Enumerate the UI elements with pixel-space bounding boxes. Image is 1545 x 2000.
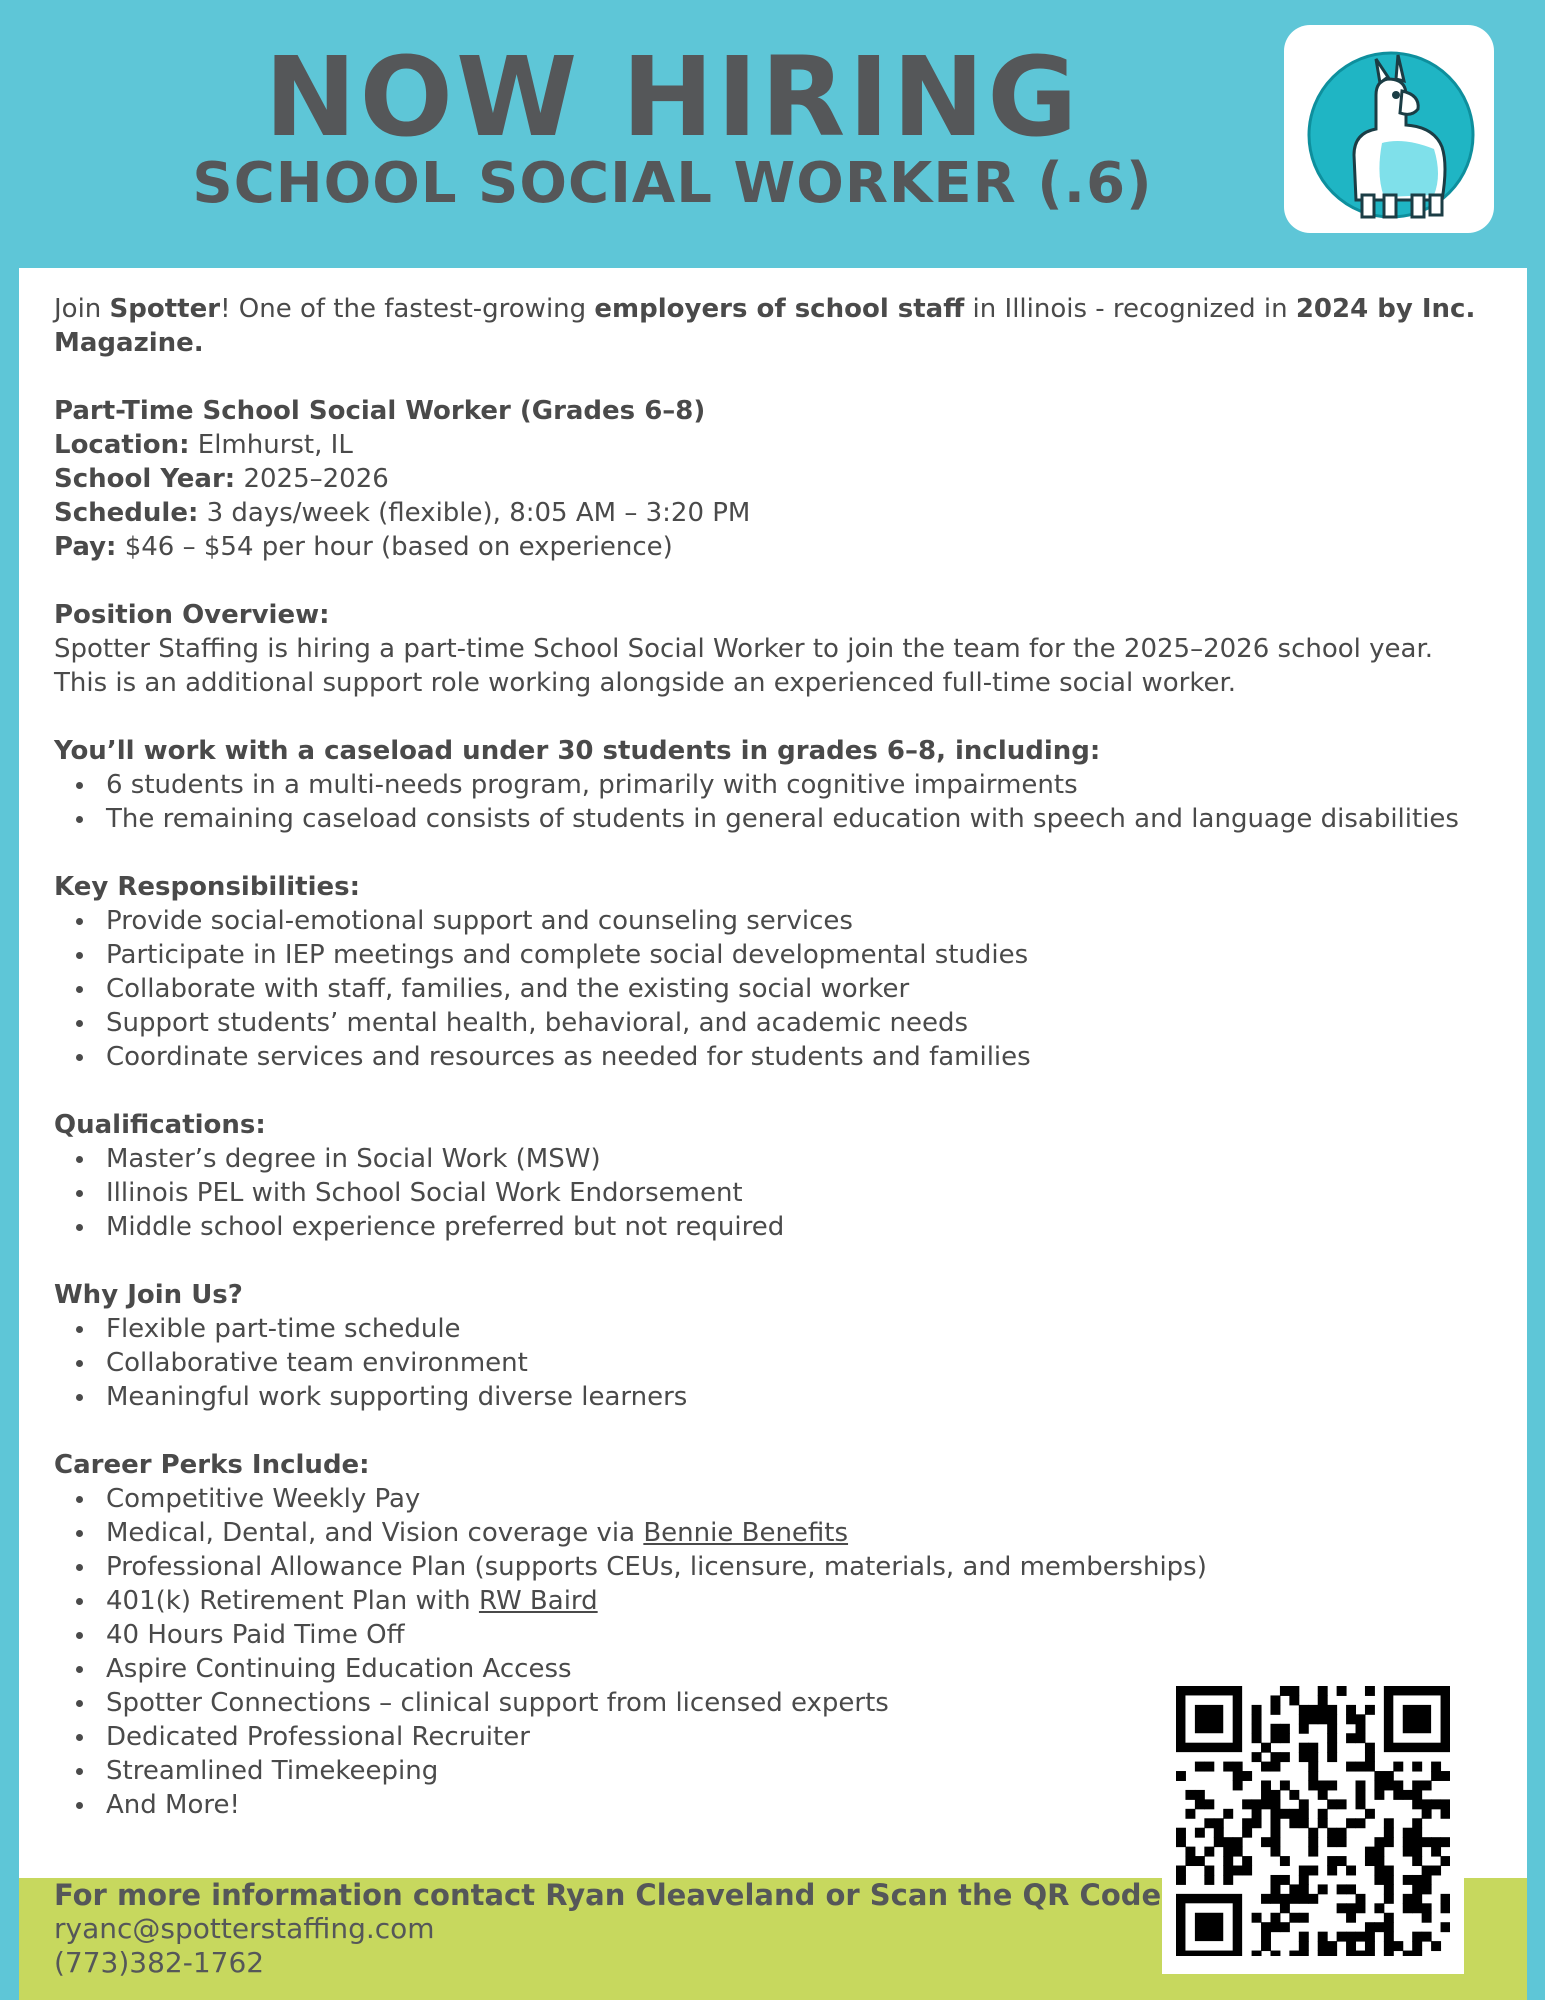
job-details (54, 394, 1504, 564)
perk-text: 401(k) Retirement Plan with (106, 1586, 479, 1616)
bennie-benefits-link[interactable]: Bennie Benefits (643, 1518, 849, 1548)
contact-info (54, 1878, 1161, 1980)
qr-code-icon (1176, 1686, 1450, 1956)
list-item: Master’s degree in Social Work (MSW) (54, 1142, 1504, 1176)
list-item: Dedicated Professional Recruiter (54, 1720, 1504, 1754)
list-item: Competitive Weekly Pay (54, 1482, 1504, 1516)
location-value: Elmhurst, IL (189, 430, 353, 460)
job-location (54, 428, 1504, 462)
job-title: Part-Time School Social Worker (Grades 6–8) (54, 396, 706, 426)
list-item (54, 1516, 1504, 1550)
list-item: Illinois PEL with School Social Work Endorsement (54, 1176, 1504, 1210)
list-item: Collaborative team environment (54, 1346, 1504, 1380)
list-item: Participate in IEP meetings and complete social developmental studies (54, 938, 1504, 972)
list-item: Provide social-emotional support and counseling services (54, 904, 1504, 938)
qualifications-list (54, 1142, 1504, 1244)
rw-baird-link[interactable]: RW Baird (478, 1586, 598, 1616)
list-item: Coordinate services and resources as needed for students and families (54, 1040, 1504, 1074)
list-item: Support students’ mental health, behavioral, and academic needs (54, 1006, 1504, 1040)
school-year-label: School Year: (54, 464, 236, 494)
caseload-list (54, 768, 1504, 836)
job-pay (54, 530, 1504, 564)
overview-heading: Position Overview: (54, 600, 330, 630)
job-school-year (54, 462, 1504, 496)
list-item: Professional Allowance Plan (supports CEUs, licensure, materials, and memberships) (54, 1550, 1504, 1584)
responsibilities-list (54, 904, 1504, 1074)
logo (1284, 25, 1494, 233)
intro-paragraph (54, 292, 1504, 360)
overview-line: Spotter Staffing is hiring a part-time School Social Worker to join the team for the 2025–2026 school year. (54, 634, 1434, 664)
why-join-list (54, 1312, 1504, 1414)
schedule-value: 3 days/week (flexible), 8:05 AM – 3:20 PM (198, 498, 751, 528)
intro-text: ! One of the fastest-growing (220, 294, 595, 324)
qualifications-section (54, 1108, 1504, 1244)
list-item: Middle school experience preferred but not required (54, 1210, 1504, 1244)
contact-email[interactable]: ryanc@spotterstaffing.com (54, 1912, 435, 1945)
why-join-heading: Why Join Us? (54, 1280, 243, 1310)
qualifications-heading: Qualifications: (54, 1110, 266, 1140)
responsibilities-section (54, 870, 1504, 1074)
overview-line: This is an additional support role working alongside an experienced full-time social worker. (54, 668, 1237, 698)
intro-text: in Illinois - recognized in (964, 294, 1296, 324)
list-item: Flexible part-time schedule (54, 1312, 1504, 1346)
contact-heading: For more information contact Ryan Cleaveland or Scan the QR Code (54, 1878, 1162, 1912)
header (0, 0, 1545, 268)
page-subtitle: SCHOOL SOCIAL WORKER (.6) (192, 151, 1153, 216)
intro-text: Join (54, 294, 110, 324)
job-posting-body (54, 292, 1504, 1856)
intro-highlight: employers of school staff (594, 294, 965, 324)
school-year-value: 2025–2026 (235, 464, 389, 494)
page-title: NOW HIRING (264, 33, 1081, 161)
list-item: And More! (54, 1788, 1504, 1822)
list-item: 40 Hours Paid Time Off (54, 1618, 1504, 1652)
pay-label: Pay: (54, 532, 117, 562)
responsibilities-heading: Key Responsibilities: (54, 872, 361, 902)
qr-code[interactable] (1162, 1668, 1464, 1974)
list-item: Spotter Connections – clinical support from licensed experts (54, 1686, 1504, 1720)
location-label: Location: (54, 430, 190, 460)
caseload-heading: You’ll work with a caseload under 30 students in grades 6–8, including: (54, 736, 1101, 766)
list-item: Aspire Continuing Education Access (54, 1652, 1504, 1686)
intro-recognition: 2024 by Inc. Magazine. (54, 294, 1476, 358)
content-panel (19, 268, 1527, 1878)
perk-text: Medical, Dental, and Vision coverage via (106, 1518, 644, 1548)
pay-value: $46 – $54 per hour (based on experience) (116, 532, 673, 562)
schedule-label: Schedule: (54, 498, 199, 528)
perks-heading: Career Perks Include: (54, 1450, 370, 1480)
list-item: The remaining caseload consists of students in general education with speech and language disabilities (54, 802, 1504, 836)
list-item: Collaborate with staff, families, and the existing social worker (54, 972, 1504, 1006)
job-schedule (54, 496, 1504, 530)
list-item: Streamlined Timekeeping (54, 1754, 1504, 1788)
caseload-section (54, 734, 1504, 836)
contact-phone[interactable]: (773)382-1762 (54, 1946, 265, 1979)
list-item: 6 students in a multi-needs program, primarily with cognitive impairments (54, 768, 1504, 802)
llama-logo-icon (1284, 25, 1494, 233)
list-item (54, 1584, 1504, 1618)
intro-company: Spotter (109, 294, 221, 324)
list-item: Meaningful work supporting diverse learners (54, 1380, 1504, 1414)
why-join-section (54, 1278, 1504, 1414)
overview-section (54, 598, 1504, 700)
